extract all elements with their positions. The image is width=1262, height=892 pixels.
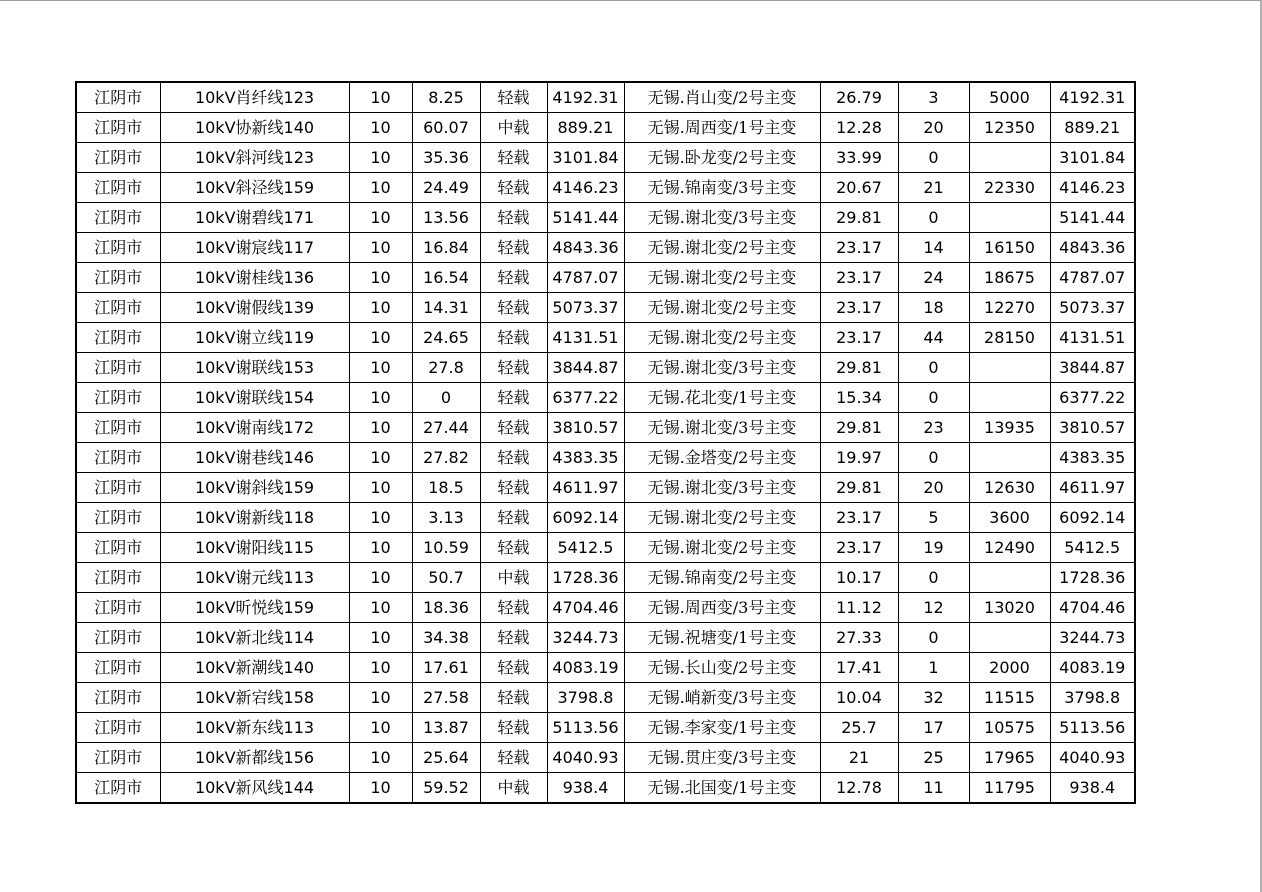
- load-status-cell: 中载: [480, 773, 547, 804]
- voltage-cell: 10: [349, 323, 412, 353]
- load-status-cell: 轻载: [480, 233, 547, 263]
- load-status-cell: 轻载: [480, 173, 547, 203]
- city-cell: 江阴市: [76, 203, 160, 233]
- city-cell: 江阴市: [76, 413, 160, 443]
- data-table: [75, 81, 1136, 804]
- available-capacity-cell: 3798.8: [1050, 683, 1135, 713]
- total-capacity-cell: 12270: [969, 293, 1050, 323]
- transformer-cell: 无锡.锦南变/2号主变: [624, 563, 820, 593]
- load-status-cell: 轻载: [480, 293, 547, 323]
- table-row: [76, 533, 1135, 563]
- available-capacity-cell: 3101.84: [1050, 143, 1135, 173]
- total-capacity-cell: 11795: [969, 773, 1050, 804]
- count-cell: 12: [898, 593, 969, 623]
- available-capacity-cell: 4383.35: [1050, 443, 1135, 473]
- table-row: [76, 233, 1135, 263]
- line-name-cell: 10kV新宕线158: [160, 683, 349, 713]
- transformer-cell: 无锡.锦南变/3号主变: [624, 173, 820, 203]
- available-capacity-cell: 4131.51: [1050, 323, 1135, 353]
- transformer-cell: 无锡.谢北变/2号主变: [624, 293, 820, 323]
- voltage-cell: 10: [349, 143, 412, 173]
- transformer-cell: 无锡.李家变/1号主变: [624, 713, 820, 743]
- load-rate-cell: 14.31: [412, 293, 480, 323]
- line-name-cell: 10kV斜河线123: [160, 143, 349, 173]
- line-name-cell: 10kV谢阳线115: [160, 533, 349, 563]
- line-name-cell: 10kV谢斜线159: [160, 473, 349, 503]
- transformer-load-cell: 23.17: [820, 233, 898, 263]
- voltage-cell: 10: [349, 353, 412, 383]
- transformer-load-cell: 27.33: [820, 623, 898, 653]
- count-cell: 20: [898, 113, 969, 143]
- voltage-cell: 10: [349, 173, 412, 203]
- load-status-cell: 轻载: [480, 263, 547, 293]
- capacity-cell: 4383.35: [547, 443, 624, 473]
- transformer-load-cell: 10.04: [820, 683, 898, 713]
- line-name-cell: 10kV谢巷线146: [160, 443, 349, 473]
- load-rate-cell: 16.84: [412, 233, 480, 263]
- load-rate-cell: 50.7: [412, 563, 480, 593]
- capacity-cell: 4083.19: [547, 653, 624, 683]
- available-capacity-cell: 4704.46: [1050, 593, 1135, 623]
- capacity-cell: 4040.93: [547, 743, 624, 773]
- transformer-cell: 无锡.谢北变/2号主变: [624, 503, 820, 533]
- city-cell: 江阴市: [76, 623, 160, 653]
- transformer-load-cell: 29.81: [820, 203, 898, 233]
- total-capacity-cell: 3600: [969, 503, 1050, 533]
- capacity-cell: 4146.23: [547, 173, 624, 203]
- voltage-cell: 10: [349, 713, 412, 743]
- available-capacity-cell: 3844.87: [1050, 353, 1135, 383]
- capacity-cell: 889.21: [547, 113, 624, 143]
- load-rate-cell: 24.65: [412, 323, 480, 353]
- transformer-cell: 无锡.谢北变/2号主变: [624, 233, 820, 263]
- load-status-cell: 轻载: [480, 653, 547, 683]
- voltage-cell: 10: [349, 113, 412, 143]
- count-cell: 0: [898, 563, 969, 593]
- load-status-cell: 轻载: [480, 533, 547, 563]
- line-name-cell: 10kV新潮线140: [160, 653, 349, 683]
- count-cell: 17: [898, 713, 969, 743]
- load-status-cell: 轻载: [480, 82, 547, 113]
- available-capacity-cell: 3244.73: [1050, 623, 1135, 653]
- total-capacity-cell: 12630: [969, 473, 1050, 503]
- capacity-cell: 6092.14: [547, 503, 624, 533]
- city-cell: 江阴市: [76, 443, 160, 473]
- voltage-cell: 10: [349, 623, 412, 653]
- city-cell: 江阴市: [76, 293, 160, 323]
- count-cell: 1: [898, 653, 969, 683]
- capacity-cell: 5073.37: [547, 293, 624, 323]
- table-body: [76, 82, 1135, 803]
- line-name-cell: 10kV谢桂线136: [160, 263, 349, 293]
- city-cell: 江阴市: [76, 263, 160, 293]
- total-capacity-cell: 10575: [969, 713, 1050, 743]
- total-capacity-cell: 16150: [969, 233, 1050, 263]
- available-capacity-cell: 4083.19: [1050, 653, 1135, 683]
- available-capacity-cell: 938.4: [1050, 773, 1135, 804]
- table-row: [76, 443, 1135, 473]
- transformer-load-cell: 17.41: [820, 653, 898, 683]
- load-rate-cell: 59.52: [412, 773, 480, 804]
- transformer-cell: 无锡.谢北变/3号主变: [624, 473, 820, 503]
- transformer-load-cell: 12.78: [820, 773, 898, 804]
- table-row: [76, 293, 1135, 323]
- table-row: [76, 593, 1135, 623]
- count-cell: 14: [898, 233, 969, 263]
- table-row: [76, 623, 1135, 653]
- line-name-cell: 10kV谢宸线117: [160, 233, 349, 263]
- load-status-cell: 中载: [480, 113, 547, 143]
- voltage-cell: 10: [349, 233, 412, 263]
- count-cell: 0: [898, 353, 969, 383]
- load-status-cell: 轻载: [480, 593, 547, 623]
- load-rate-cell: 16.54: [412, 263, 480, 293]
- line-name-cell: 10kV新北线114: [160, 623, 349, 653]
- count-cell: 0: [898, 443, 969, 473]
- city-cell: 江阴市: [76, 503, 160, 533]
- transformer-cell: 无锡.金塔变/2号主变: [624, 443, 820, 473]
- table-row: [76, 353, 1135, 383]
- available-capacity-cell: 3810.57: [1050, 413, 1135, 443]
- total-capacity-cell: [969, 623, 1050, 653]
- load-rate-cell: 34.38: [412, 623, 480, 653]
- total-capacity-cell: [969, 353, 1050, 383]
- city-cell: 江阴市: [76, 683, 160, 713]
- voltage-cell: 10: [349, 203, 412, 233]
- load-status-cell: 轻载: [480, 383, 547, 413]
- total-capacity-cell: [969, 443, 1050, 473]
- transformer-cell: 无锡.肖山变/2号主变: [624, 82, 820, 113]
- available-capacity-cell: 4611.97: [1050, 473, 1135, 503]
- city-cell: 江阴市: [76, 323, 160, 353]
- count-cell: 0: [898, 203, 969, 233]
- city-cell: 江阴市: [76, 593, 160, 623]
- line-name-cell: 10kV谢假线139: [160, 293, 349, 323]
- count-cell: 25: [898, 743, 969, 773]
- table-row: [76, 743, 1135, 773]
- transformer-cell: 无锡.长山变/2号主变: [624, 653, 820, 683]
- load-rate-cell: 27.44: [412, 413, 480, 443]
- capacity-cell: 4704.46: [547, 593, 624, 623]
- count-cell: 0: [898, 383, 969, 413]
- capacity-cell: 3798.8: [547, 683, 624, 713]
- table-row: [76, 82, 1135, 113]
- voltage-cell: 10: [349, 773, 412, 804]
- load-status-cell: 轻载: [480, 713, 547, 743]
- transformer-cell: 无锡.谢北变/3号主变: [624, 413, 820, 443]
- voltage-cell: 10: [349, 473, 412, 503]
- capacity-cell: 3844.87: [547, 353, 624, 383]
- load-status-cell: 轻载: [480, 203, 547, 233]
- total-capacity-cell: 11515: [969, 683, 1050, 713]
- voltage-cell: 10: [349, 263, 412, 293]
- table-row: [76, 323, 1135, 353]
- voltage-cell: 10: [349, 82, 412, 113]
- city-cell: 江阴市: [76, 713, 160, 743]
- total-capacity-cell: 28150: [969, 323, 1050, 353]
- transformer-load-cell: 19.97: [820, 443, 898, 473]
- transformer-load-cell: 10.17: [820, 563, 898, 593]
- load-rate-cell: 17.61: [412, 653, 480, 683]
- total-capacity-cell: [969, 563, 1050, 593]
- city-cell: 江阴市: [76, 653, 160, 683]
- load-status-cell: 轻载: [480, 623, 547, 653]
- table-row: [76, 563, 1135, 593]
- transformer-load-cell: 23.17: [820, 533, 898, 563]
- line-name-cell: 10kV斜泾线159: [160, 173, 349, 203]
- table-row: [76, 113, 1135, 143]
- transformer-load-cell: 25.7: [820, 713, 898, 743]
- load-rate-cell: 18.36: [412, 593, 480, 623]
- voltage-cell: 10: [349, 383, 412, 413]
- capacity-cell: 3244.73: [547, 623, 624, 653]
- load-rate-cell: 13.56: [412, 203, 480, 233]
- capacity-cell: 4131.51: [547, 323, 624, 353]
- transformer-load-cell: 29.81: [820, 353, 898, 383]
- total-capacity-cell: 5000: [969, 82, 1050, 113]
- count-cell: 19: [898, 533, 969, 563]
- transformer-cell: 无锡.周西变/1号主变: [624, 113, 820, 143]
- transformer-load-cell: 23.17: [820, 293, 898, 323]
- transformer-cell: 无锡.谢北变/3号主变: [624, 203, 820, 233]
- line-name-cell: 10kV谢联线154: [160, 383, 349, 413]
- load-rate-cell: 27.58: [412, 683, 480, 713]
- voltage-cell: 10: [349, 683, 412, 713]
- table-row: [76, 683, 1135, 713]
- load-rate-cell: 0: [412, 383, 480, 413]
- available-capacity-cell: 4787.07: [1050, 263, 1135, 293]
- available-capacity-cell: 5412.5: [1050, 533, 1135, 563]
- load-status-cell: 轻载: [480, 743, 547, 773]
- load-status-cell: 轻载: [480, 353, 547, 383]
- transformer-cell: 无锡.卧龙变/2号主变: [624, 143, 820, 173]
- line-name-cell: 10kV谢立线119: [160, 323, 349, 353]
- voltage-cell: 10: [349, 563, 412, 593]
- voltage-cell: 10: [349, 653, 412, 683]
- transformer-load-cell: 15.34: [820, 383, 898, 413]
- available-capacity-cell: 4843.36: [1050, 233, 1135, 263]
- city-cell: 江阴市: [76, 743, 160, 773]
- count-cell: 3: [898, 82, 969, 113]
- transformer-load-cell: 11.12: [820, 593, 898, 623]
- transformer-cell: 无锡.谢北变/3号主变: [624, 353, 820, 383]
- available-capacity-cell: 4192.31: [1050, 82, 1135, 113]
- transformer-cell: 无锡.谢北变/2号主变: [624, 533, 820, 563]
- table-row: [76, 473, 1135, 503]
- city-cell: 江阴市: [76, 773, 160, 804]
- line-name-cell: 10kV谢新线118: [160, 503, 349, 533]
- capacity-cell: 4611.97: [547, 473, 624, 503]
- total-capacity-cell: 13935: [969, 413, 1050, 443]
- load-rate-cell: 24.49: [412, 173, 480, 203]
- transformer-load-cell: 23.17: [820, 323, 898, 353]
- load-status-cell: 轻载: [480, 323, 547, 353]
- table-row: [76, 263, 1135, 293]
- load-rate-cell: 27.82: [412, 443, 480, 473]
- city-cell: 江阴市: [76, 233, 160, 263]
- voltage-cell: 10: [349, 443, 412, 473]
- voltage-cell: 10: [349, 743, 412, 773]
- available-capacity-cell: 5141.44: [1050, 203, 1135, 233]
- transformer-cell: 无锡.北国变/1号主变: [624, 773, 820, 804]
- city-cell: 江阴市: [76, 173, 160, 203]
- transformer-cell: 无锡.峭新变/3号主变: [624, 683, 820, 713]
- table-row: [76, 383, 1135, 413]
- capacity-cell: 6377.22: [547, 383, 624, 413]
- voltage-cell: 10: [349, 533, 412, 563]
- transformer-cell: 无锡.祝塘变/1号主变: [624, 623, 820, 653]
- line-name-cell: 10kV昕悦线159: [160, 593, 349, 623]
- available-capacity-cell: 5073.37: [1050, 293, 1135, 323]
- count-cell: 23: [898, 413, 969, 443]
- load-status-cell: 轻载: [480, 683, 547, 713]
- table-row: [76, 203, 1135, 233]
- available-capacity-cell: 1728.36: [1050, 563, 1135, 593]
- city-cell: 江阴市: [76, 353, 160, 383]
- load-rate-cell: 10.59: [412, 533, 480, 563]
- load-rate-cell: 13.87: [412, 713, 480, 743]
- count-cell: 0: [898, 143, 969, 173]
- transformer-load-cell: 29.81: [820, 413, 898, 443]
- total-capacity-cell: 18675: [969, 263, 1050, 293]
- count-cell: 0: [898, 623, 969, 653]
- load-rate-cell: 60.07: [412, 113, 480, 143]
- capacity-cell: 4192.31: [547, 82, 624, 113]
- line-name-cell: 10kV新都线156: [160, 743, 349, 773]
- table-row: [76, 413, 1135, 443]
- count-cell: 18: [898, 293, 969, 323]
- load-status-cell: 轻载: [480, 473, 547, 503]
- line-name-cell: 10kV谢联线153: [160, 353, 349, 383]
- total-capacity-cell: 12350: [969, 113, 1050, 143]
- count-cell: 21: [898, 173, 969, 203]
- transformer-cell: 无锡.谢北变/2号主变: [624, 323, 820, 353]
- city-cell: 江阴市: [76, 82, 160, 113]
- table-row: [76, 653, 1135, 683]
- transformer-cell: 无锡.谢北变/2号主变: [624, 263, 820, 293]
- table-row: [76, 773, 1135, 804]
- total-capacity-cell: 13020: [969, 593, 1050, 623]
- capacity-cell: 938.4: [547, 773, 624, 804]
- count-cell: 5: [898, 503, 969, 533]
- capacity-cell: 1728.36: [547, 563, 624, 593]
- count-cell: 20: [898, 473, 969, 503]
- transformer-load-cell: 23.17: [820, 263, 898, 293]
- available-capacity-cell: 6377.22: [1050, 383, 1135, 413]
- capacity-cell: 3101.84: [547, 143, 624, 173]
- load-status-cell: 轻载: [480, 443, 547, 473]
- transformer-cell: 无锡.花北变/1号主变: [624, 383, 820, 413]
- load-rate-cell: 27.8: [412, 353, 480, 383]
- count-cell: 11: [898, 773, 969, 804]
- available-capacity-cell: 6092.14: [1050, 503, 1135, 533]
- line-name-cell: 10kV协新线140: [160, 113, 349, 143]
- load-status-cell: 轻载: [480, 143, 547, 173]
- voltage-cell: 10: [349, 413, 412, 443]
- line-name-cell: 10kV谢南线172: [160, 413, 349, 443]
- total-capacity-cell: [969, 383, 1050, 413]
- load-rate-cell: 8.25: [412, 82, 480, 113]
- load-rate-cell: 25.64: [412, 743, 480, 773]
- line-name-cell: 10kV谢元线113: [160, 563, 349, 593]
- total-capacity-cell: [969, 143, 1050, 173]
- available-capacity-cell: 889.21: [1050, 113, 1135, 143]
- capacity-cell: 5412.5: [547, 533, 624, 563]
- capacity-cell: 4843.36: [547, 233, 624, 263]
- line-name-cell: 10kV谢碧线171: [160, 203, 349, 233]
- capacity-cell: 4787.07: [547, 263, 624, 293]
- capacity-cell: 5141.44: [547, 203, 624, 233]
- voltage-cell: 10: [349, 593, 412, 623]
- total-capacity-cell: 12490: [969, 533, 1050, 563]
- available-capacity-cell: 4040.93: [1050, 743, 1135, 773]
- count-cell: 24: [898, 263, 969, 293]
- load-status-cell: 轻载: [480, 503, 547, 533]
- load-rate-cell: 3.13: [412, 503, 480, 533]
- count-cell: 44: [898, 323, 969, 353]
- page-top-border: [0, 0, 1262, 1]
- transformer-cell: 无锡.周西变/3号主变: [624, 593, 820, 623]
- capacity-cell: 5113.56: [547, 713, 624, 743]
- table-row: [76, 173, 1135, 203]
- total-capacity-cell: 22330: [969, 173, 1050, 203]
- total-capacity-cell: [969, 203, 1050, 233]
- count-cell: 32: [898, 683, 969, 713]
- transformer-cell: 无锡.贯庄变/3号主变: [624, 743, 820, 773]
- capacity-cell: 3810.57: [547, 413, 624, 443]
- city-cell: 江阴市: [76, 383, 160, 413]
- transformer-load-cell: 33.99: [820, 143, 898, 173]
- load-rate-cell: 18.5: [412, 473, 480, 503]
- transformer-load-cell: 20.67: [820, 173, 898, 203]
- city-cell: 江阴市: [76, 473, 160, 503]
- transformer-load-cell: 29.81: [820, 473, 898, 503]
- city-cell: 江阴市: [76, 563, 160, 593]
- transformer-load-cell: 23.17: [820, 503, 898, 533]
- available-capacity-cell: 4146.23: [1050, 173, 1135, 203]
- load-status-cell: 中载: [480, 563, 547, 593]
- city-cell: 江阴市: [76, 113, 160, 143]
- total-capacity-cell: 2000: [969, 653, 1050, 683]
- city-cell: 江阴市: [76, 143, 160, 173]
- voltage-cell: 10: [349, 503, 412, 533]
- transformer-load-cell: 26.79: [820, 82, 898, 113]
- load-status-cell: 轻载: [480, 413, 547, 443]
- voltage-cell: 10: [349, 293, 412, 323]
- table-row: [76, 143, 1135, 173]
- table-row: [76, 713, 1135, 743]
- line-name-cell: 10kV新东线113: [160, 713, 349, 743]
- available-capacity-cell: 5113.56: [1050, 713, 1135, 743]
- load-rate-cell: 35.36: [412, 143, 480, 173]
- table-row: [76, 503, 1135, 533]
- city-cell: 江阴市: [76, 533, 160, 563]
- transformer-load-cell: 21: [820, 743, 898, 773]
- line-name-cell: 10kV肖纤线123: [160, 82, 349, 113]
- total-capacity-cell: 17965: [969, 743, 1050, 773]
- line-name-cell: 10kV新风线144: [160, 773, 349, 804]
- transformer-load-cell: 12.28: [820, 113, 898, 143]
